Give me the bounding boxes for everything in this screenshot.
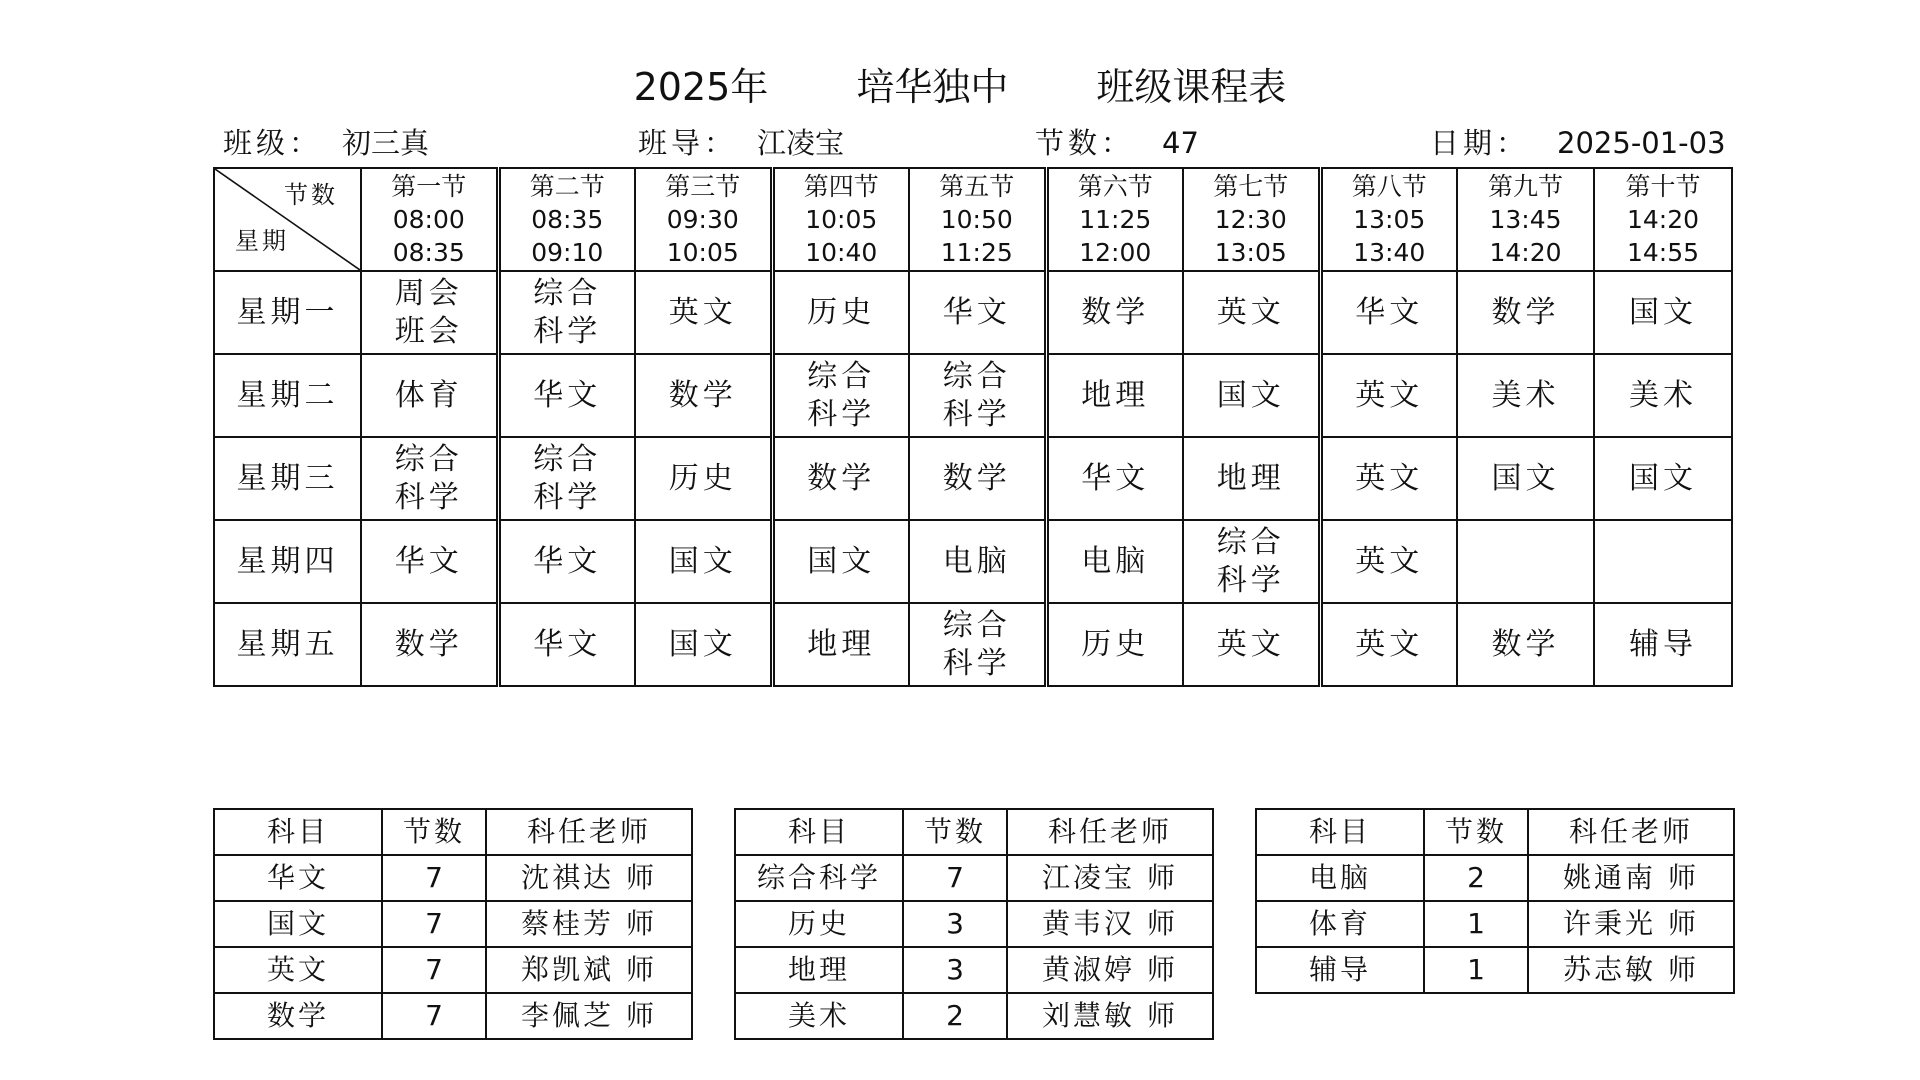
schedule-header-row (214, 168, 1732, 271)
period-name: 第三节 (665, 172, 741, 201)
subject-cell (1457, 271, 1594, 354)
summary-subject: 综合科学 (735, 855, 903, 901)
subject-text: 数学 (394, 626, 463, 662)
schedule-row (214, 437, 1732, 520)
summary-row (735, 901, 1213, 947)
subject-cell (1320, 354, 1457, 437)
subject-text: 国文 (668, 543, 737, 579)
subject-text: 英文 (1355, 543, 1424, 579)
subject-cell (361, 354, 498, 437)
subject-cell (772, 603, 909, 686)
subject-text: 数学 (1491, 626, 1560, 662)
subject-text: 英文 (1216, 294, 1285, 330)
subject-text: 美术 (1491, 377, 1560, 413)
subject-cell (1183, 603, 1320, 686)
subject-cell (772, 520, 909, 603)
summary-teacher: 姚通南 师 (1528, 855, 1734, 901)
period-header (1594, 168, 1732, 271)
summary-header-row (735, 809, 1213, 855)
subject-cell (1046, 271, 1183, 354)
subject-text: 国文 (668, 626, 737, 662)
period-end: 13:40 (1353, 238, 1426, 267)
period-start: 08:00 (392, 205, 465, 234)
subject-text: 美术 (1629, 377, 1697, 413)
subject-text: 国文 (1629, 294, 1697, 330)
subject-cell (361, 520, 498, 603)
summary-count-header: 节数 (903, 809, 1007, 855)
summary-count: 7 (382, 993, 486, 1039)
subject-cell (1183, 354, 1320, 437)
subject-text: 英文 (1216, 626, 1285, 662)
subject-text: 电脑 (942, 543, 1011, 579)
subject-text: 华文 (1355, 294, 1424, 330)
summary-teacher: 郑凯斌 师 (486, 947, 692, 993)
subject-text: 历史 (1081, 626, 1150, 662)
weekday-cell: 星期三 (214, 437, 361, 520)
period-start: 13:45 (1489, 205, 1562, 234)
subject-text: 数学 (942, 460, 1011, 496)
period-end: 10:40 (805, 238, 878, 267)
subject-cell (1594, 271, 1732, 354)
periods-value: 47 (1162, 126, 1199, 160)
summary-teacher: 许秉光 师 (1528, 901, 1734, 947)
summary-teacher: 蔡桂芳 师 (486, 901, 692, 947)
subject-cell (909, 603, 1046, 686)
period-start: 12:30 (1214, 205, 1287, 234)
corner-periods-label: 节数 (284, 181, 338, 209)
subject-text: 地理 (1081, 377, 1150, 413)
subject-cell (1594, 354, 1732, 437)
subject-text: 英文 (1355, 460, 1424, 496)
periods-info (1035, 121, 1199, 162)
period-header (1320, 168, 1457, 271)
subject-cell (1320, 271, 1457, 354)
period-end: 11:25 (940, 238, 1013, 267)
summary-row (735, 993, 1213, 1039)
summary-teacher-header: 科任老师 (1528, 809, 1734, 855)
subject-cell (361, 603, 498, 686)
subject-text: 华文 (942, 294, 1011, 330)
summary-subject: 辅导 (1256, 947, 1424, 993)
subject-text: 华文 (533, 377, 602, 413)
document-title (0, 56, 1920, 111)
subject-cell (1594, 603, 1732, 686)
summary-teacher: 黄韦汉 师 (1007, 901, 1213, 947)
summary-count-header: 节数 (382, 809, 486, 855)
subject-cell (635, 271, 772, 354)
subject-cell (1046, 437, 1183, 520)
summary-row (214, 993, 692, 1039)
summary-teacher: 江凌宝 师 (1007, 855, 1213, 901)
weekday-cell: 星期一 (214, 271, 361, 354)
period-name: 第九节 (1487, 172, 1563, 201)
subject-cell (1046, 603, 1183, 686)
period-end: 14:55 (1626, 238, 1700, 267)
subject-text: 综合科学 (942, 607, 1011, 681)
period-header (361, 168, 498, 271)
subject-cell (909, 437, 1046, 520)
subject-text: 英文 (1355, 626, 1424, 662)
subject-text: 历史 (807, 294, 876, 330)
summary-header-row (214, 809, 692, 855)
period-start: 14:20 (1626, 205, 1700, 234)
subject-cell (772, 354, 909, 437)
subject-cell (1320, 603, 1457, 686)
subject-cell (1183, 437, 1320, 520)
weekday-cell: 星期五 (214, 603, 361, 686)
tutor-info (638, 121, 844, 162)
subject-text: 数学 (1081, 294, 1150, 330)
period-header (772, 168, 909, 271)
subject-cell (772, 437, 909, 520)
subject-cell (1457, 603, 1594, 686)
subject-cell (1320, 437, 1457, 520)
summary-subject-header: 科目 (1256, 809, 1424, 855)
tutor-value: 江凌宝 (757, 126, 845, 160)
period-end: 09:10 (531, 238, 604, 267)
subject-text: 综合科学 (1216, 524, 1285, 598)
subject-cell (635, 437, 772, 520)
subject-cell (1046, 520, 1183, 603)
subject-cell (498, 354, 635, 437)
summary-count-header: 节数 (1424, 809, 1528, 855)
summary-row (1256, 855, 1734, 901)
subject-cell (909, 271, 1046, 354)
summary-subject: 国文 (214, 901, 382, 947)
summary-row (735, 855, 1213, 901)
summary-teacher: 苏志敏 师 (1528, 947, 1734, 993)
subject-text: 综合科学 (394, 441, 463, 515)
period-name: 第八节 (1351, 172, 1427, 201)
summary-count: 3 (903, 901, 1007, 947)
summary-table-1 (213, 808, 693, 1040)
subject-text: 华文 (1081, 460, 1150, 496)
period-start: 13:05 (1353, 205, 1426, 234)
subject-text: 综合科学 (807, 358, 876, 432)
subject-cell (498, 437, 635, 520)
period-header (1046, 168, 1183, 271)
summary-subject-header: 科目 (214, 809, 382, 855)
period-start: 10:50 (940, 205, 1013, 234)
weekday-cell: 星期四 (214, 520, 361, 603)
summary-header-row (1256, 809, 1734, 855)
subject-text: 地理 (1216, 460, 1285, 496)
subject-cell (1594, 520, 1732, 603)
summary-row (214, 855, 692, 901)
subject-cell (1320, 520, 1457, 603)
period-start: 08:35 (531, 205, 604, 234)
title-name: 班级课程表 (1096, 65, 1287, 109)
summary-row (1256, 947, 1734, 993)
summary-count: 7 (903, 855, 1007, 901)
class-label: 班级： (223, 126, 323, 160)
period-name: 第十节 (1625, 172, 1701, 201)
subject-text: 辅导 (1629, 626, 1697, 662)
subject-cell (361, 437, 498, 520)
summary-subject: 体育 (1256, 901, 1424, 947)
class-info (223, 121, 429, 162)
summary-subject: 英文 (214, 947, 382, 993)
subject-cell (498, 520, 635, 603)
schedule-row (214, 354, 1732, 437)
subject-text: 数学 (807, 460, 876, 496)
summary-count: 2 (903, 993, 1007, 1039)
summary-count: 7 (382, 901, 486, 947)
period-end: 12:00 (1079, 238, 1152, 267)
class-value: 初三真 (342, 126, 430, 160)
subject-text: 华文 (394, 543, 463, 579)
subject-text: 综合科学 (533, 275, 602, 349)
subject-cell (1046, 354, 1183, 437)
title-school: 培华独中 (856, 65, 1009, 109)
subject-text: 体育 (394, 377, 463, 413)
info-bar (215, 121, 1735, 161)
summary-teacher-header: 科任老师 (1007, 809, 1213, 855)
subject-text: 电脑 (1081, 543, 1150, 579)
summary-teacher: 李佩芝 师 (486, 993, 692, 1039)
period-name: 第二节 (529, 172, 605, 201)
period-header (498, 168, 635, 271)
schedule-table (213, 167, 1733, 687)
summary-count: 7 (382, 947, 486, 993)
period-header (909, 168, 1046, 271)
subject-cell (361, 271, 498, 354)
subject-text: 数学 (1491, 294, 1560, 330)
subject-text: 华文 (533, 626, 602, 662)
subject-cell (772, 271, 909, 354)
subject-cell (1183, 271, 1320, 354)
summary-row (1256, 901, 1734, 947)
date-info (1430, 121, 1726, 162)
summary-subject: 数学 (214, 993, 382, 1039)
corner-cell (214, 168, 361, 271)
summary-subject-header: 科目 (735, 809, 903, 855)
subject-text: 英文 (1355, 377, 1424, 413)
summary-table-2 (734, 808, 1214, 1040)
period-end: 10:05 (666, 238, 739, 267)
periods-label: 节数： (1035, 126, 1135, 160)
subject-cell (1457, 354, 1594, 437)
subject-text: 英文 (668, 294, 737, 330)
subject-cell (498, 271, 635, 354)
period-name: 第六节 (1077, 172, 1153, 201)
subject-text: 华文 (533, 543, 602, 579)
period-header (1183, 168, 1320, 271)
weekday-cell: 星期二 (214, 354, 361, 437)
summary-table-3 (1255, 808, 1735, 994)
period-end: 14:20 (1489, 238, 1562, 267)
subject-text: 地理 (807, 626, 876, 662)
period-header (635, 168, 772, 271)
date-label: 日期： (1430, 126, 1530, 160)
subject-cell (635, 603, 772, 686)
summary-count: 1 (1424, 901, 1528, 947)
subject-text: 国文 (1216, 377, 1285, 413)
subject-cell (1183, 520, 1320, 603)
subject-cell (1457, 520, 1594, 603)
summary-subject: 美术 (735, 993, 903, 1039)
subject-text: 综合科学 (942, 358, 1011, 432)
summary-teacher: 沈祺达 师 (486, 855, 692, 901)
summary-subject: 电脑 (1256, 855, 1424, 901)
summary-row (214, 947, 692, 993)
summary-subject: 历史 (735, 901, 903, 947)
period-name: 第七节 (1213, 172, 1289, 201)
schedule-row (214, 603, 1732, 686)
period-start: 10:05 (805, 205, 878, 234)
schedule-row (214, 271, 1732, 354)
period-header (1457, 168, 1594, 271)
schedule-row (214, 520, 1732, 603)
subject-cell (909, 354, 1046, 437)
summary-teacher: 黄淑婷 师 (1007, 947, 1213, 993)
subject-text: 周会班会 (394, 275, 463, 349)
subject-cell (1594, 437, 1732, 520)
subject-cell (909, 520, 1046, 603)
summary-teacher: 刘慧敏 师 (1007, 993, 1213, 1039)
date-value: 2025-01-03 (1557, 126, 1726, 160)
period-name: 第一节 (391, 172, 467, 201)
subject-text: 数学 (668, 377, 737, 413)
period-end: 13:05 (1214, 238, 1287, 267)
summary-count: 2 (1424, 855, 1528, 901)
period-start: 09:30 (666, 205, 739, 234)
summary-subject: 地理 (735, 947, 903, 993)
subject-text: 国文 (807, 543, 876, 579)
period-end: 08:35 (392, 238, 465, 267)
summary-count: 1 (1424, 947, 1528, 993)
summary-row (214, 901, 692, 947)
corner-weekday-label: 星期 (235, 227, 289, 255)
summary-count: 7 (382, 855, 486, 901)
subject-text: 国文 (1629, 460, 1697, 496)
subject-cell (1457, 437, 1594, 520)
subject-cell (635, 520, 772, 603)
subject-text: 综合科学 (533, 441, 602, 515)
subject-cell (498, 603, 635, 686)
period-name: 第五节 (939, 172, 1015, 201)
period-name: 第四节 (803, 172, 879, 201)
period-start: 11:25 (1079, 205, 1152, 234)
subject-cell (635, 354, 772, 437)
summary-subject: 华文 (214, 855, 382, 901)
subject-text: 历史 (668, 460, 737, 496)
summary-row (735, 947, 1213, 993)
tutor-label: 班导： (638, 126, 738, 160)
summary-count: 3 (903, 947, 1007, 993)
summary-teacher-header: 科任老师 (486, 809, 692, 855)
subject-text: 国文 (1491, 460, 1560, 496)
title-year: 2025年 (633, 65, 769, 109)
